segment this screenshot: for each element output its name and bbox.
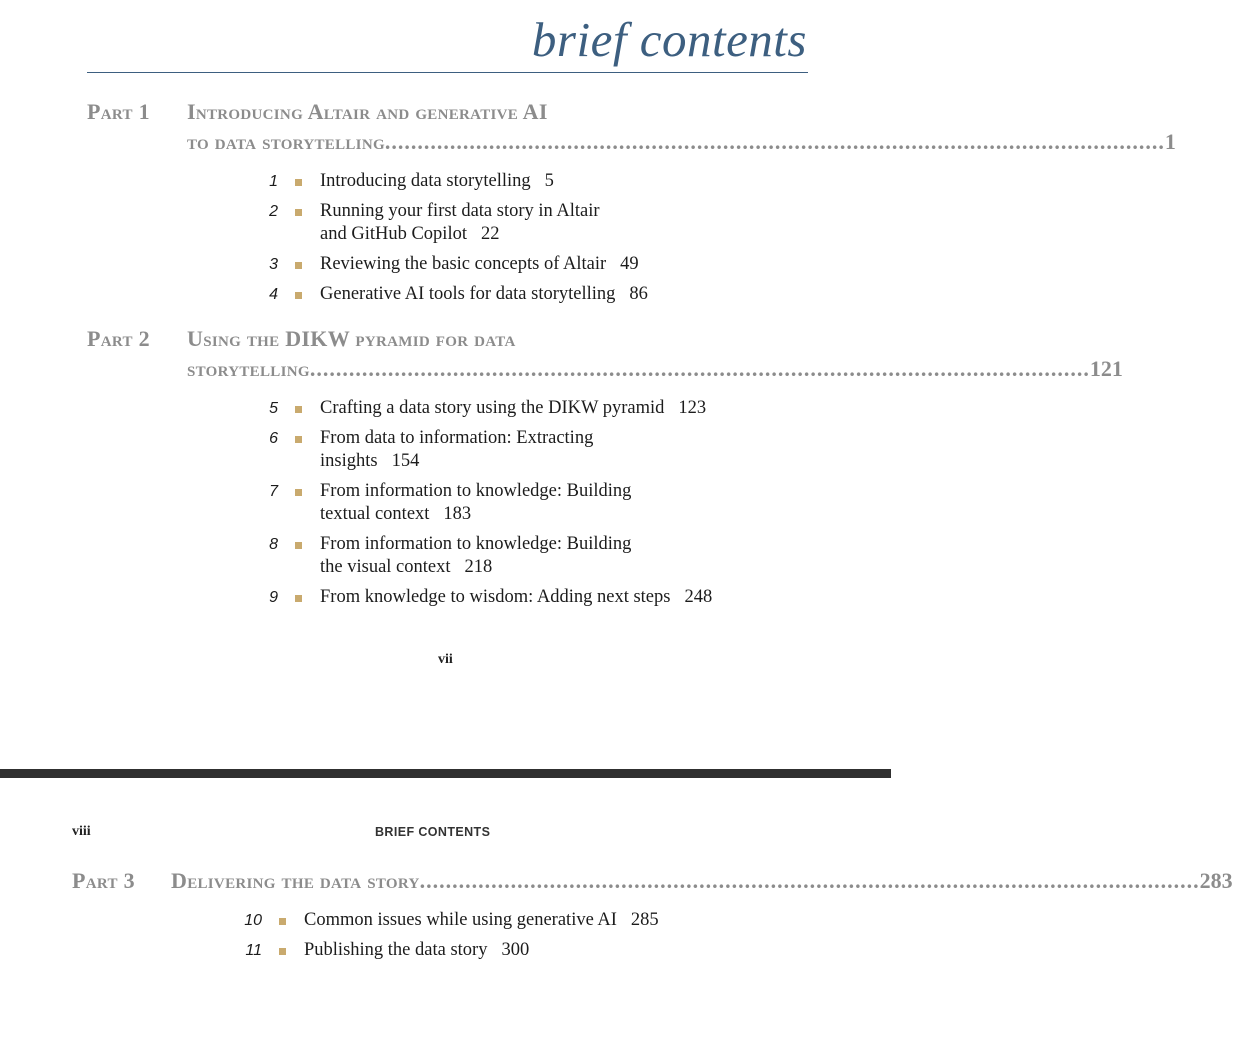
chapter-number: 10	[244, 912, 262, 929]
chapter-entry[interactable]	[304, 909, 659, 932]
bullet-square-icon	[295, 262, 302, 269]
chapter-number: 11	[245, 942, 262, 959]
part-label: Part 1	[87, 99, 150, 124]
chapter-entry[interactable]	[320, 533, 631, 579]
part-title	[187, 324, 1123, 384]
chapter-page-number: 123	[678, 398, 707, 418]
bullet-square-icon	[295, 489, 302, 496]
part-label: Part 3	[72, 868, 135, 893]
chapter-number: 5	[269, 400, 278, 417]
part-title-line2: to data storytelling	[187, 129, 385, 154]
chapter-page-number: 154	[391, 451, 420, 471]
page-divider	[0, 769, 891, 778]
chapter-number: 6	[269, 430, 278, 447]
chapter-title: From knowledge to wisdom: Adding next steps	[320, 587, 671, 607]
part-title-line1: Introducing Altair and generative AI	[187, 99, 548, 124]
part-label: Part 2	[87, 326, 150, 351]
chapter-entry[interactable]	[320, 397, 706, 420]
bullet-square-icon	[279, 918, 286, 925]
part-page-number: 121	[1089, 356, 1123, 381]
chapter-number: 4	[269, 286, 278, 303]
chapter-page-number: 218	[464, 557, 493, 577]
chapter-title-cont: the visual context	[320, 557, 451, 577]
chapter-title-cont: insights	[320, 451, 378, 471]
bullet-square-icon	[295, 406, 302, 413]
chapter-entry[interactable]	[320, 253, 639, 276]
chapter-title: From information to knowledge: Building	[320, 534, 632, 554]
chapter-number: 9	[269, 589, 278, 606]
running-head: BRIEF CONTENTS	[375, 825, 491, 839]
part-title-line1: Using the DIKW pyramid for data	[187, 326, 516, 351]
leader-dots: ........................................................................................................................	[309, 356, 1090, 381]
chapter-entry[interactable]	[320, 200, 600, 246]
chapter-page-number: 285	[630, 910, 659, 930]
chapter-number: 3	[269, 256, 278, 273]
part-page-number: 283	[1199, 868, 1233, 893]
chapter-title: Common issues while using generative AI	[304, 910, 617, 930]
bullet-square-icon	[295, 209, 302, 216]
bullet-square-icon	[295, 436, 302, 443]
page-folio: viii	[72, 824, 91, 839]
page-title: brief contents	[531, 12, 807, 67]
leader-dots: ........................................................................................................................	[419, 868, 1200, 893]
bullet-square-icon	[295, 595, 302, 602]
part-title	[171, 866, 1233, 896]
chapter-title: From data to information: Extracting	[320, 428, 594, 448]
chapter-title: Reviewing the basic concepts of Altair	[320, 254, 607, 274]
chapter-entry[interactable]	[320, 586, 712, 609]
chapter-page-number: 300	[501, 940, 530, 960]
bullet-square-icon	[295, 542, 302, 549]
chapter-title: Crafting a data story using the DIKW pyramid	[320, 398, 665, 418]
part-title-line2: storytelling	[187, 356, 310, 381]
chapter-title: Running your first data story in Altair	[320, 201, 600, 221]
chapter-entry[interactable]	[304, 939, 529, 962]
chapter-page-number: 5	[544, 171, 554, 191]
chapter-page-number: 183	[443, 504, 472, 524]
part-title	[187, 97, 1176, 157]
chapter-title: Publishing the data story	[304, 940, 488, 960]
chapter-entry[interactable]	[320, 283, 648, 306]
bullet-square-icon	[295, 179, 302, 186]
title-rule	[87, 72, 808, 73]
chapter-number: 7	[269, 483, 278, 500]
chapter-number: 1	[269, 173, 278, 190]
chapter-entry[interactable]	[320, 480, 631, 526]
page-folio: vii	[438, 652, 453, 667]
bullet-square-icon	[279, 948, 286, 955]
chapter-page-number: 49	[620, 254, 639, 274]
chapter-title: Generative AI tools for data storytelling	[320, 284, 616, 304]
chapter-title-cont: and GitHub Copilot	[320, 224, 467, 244]
chapter-number: 2	[269, 203, 278, 220]
chapter-entry[interactable]	[320, 170, 554, 193]
chapter-page-number: 86	[629, 284, 648, 304]
chapter-page-number: 22	[480, 224, 500, 244]
leader-dots: ........................................................................................................................	[384, 129, 1165, 154]
part-page-number: 1	[1164, 129, 1176, 154]
chapter-title: From information to knowledge: Building	[320, 481, 632, 501]
chapter-title: Introducing data storytelling	[320, 171, 531, 191]
chapter-page-number: 248	[684, 587, 713, 607]
chapter-entry[interactable]	[320, 427, 593, 473]
part-title-line1: Delivering the data story	[171, 868, 420, 893]
chapter-title-cont: textual context	[320, 504, 430, 524]
bullet-square-icon	[295, 292, 302, 299]
chapter-number: 8	[269, 536, 278, 553]
